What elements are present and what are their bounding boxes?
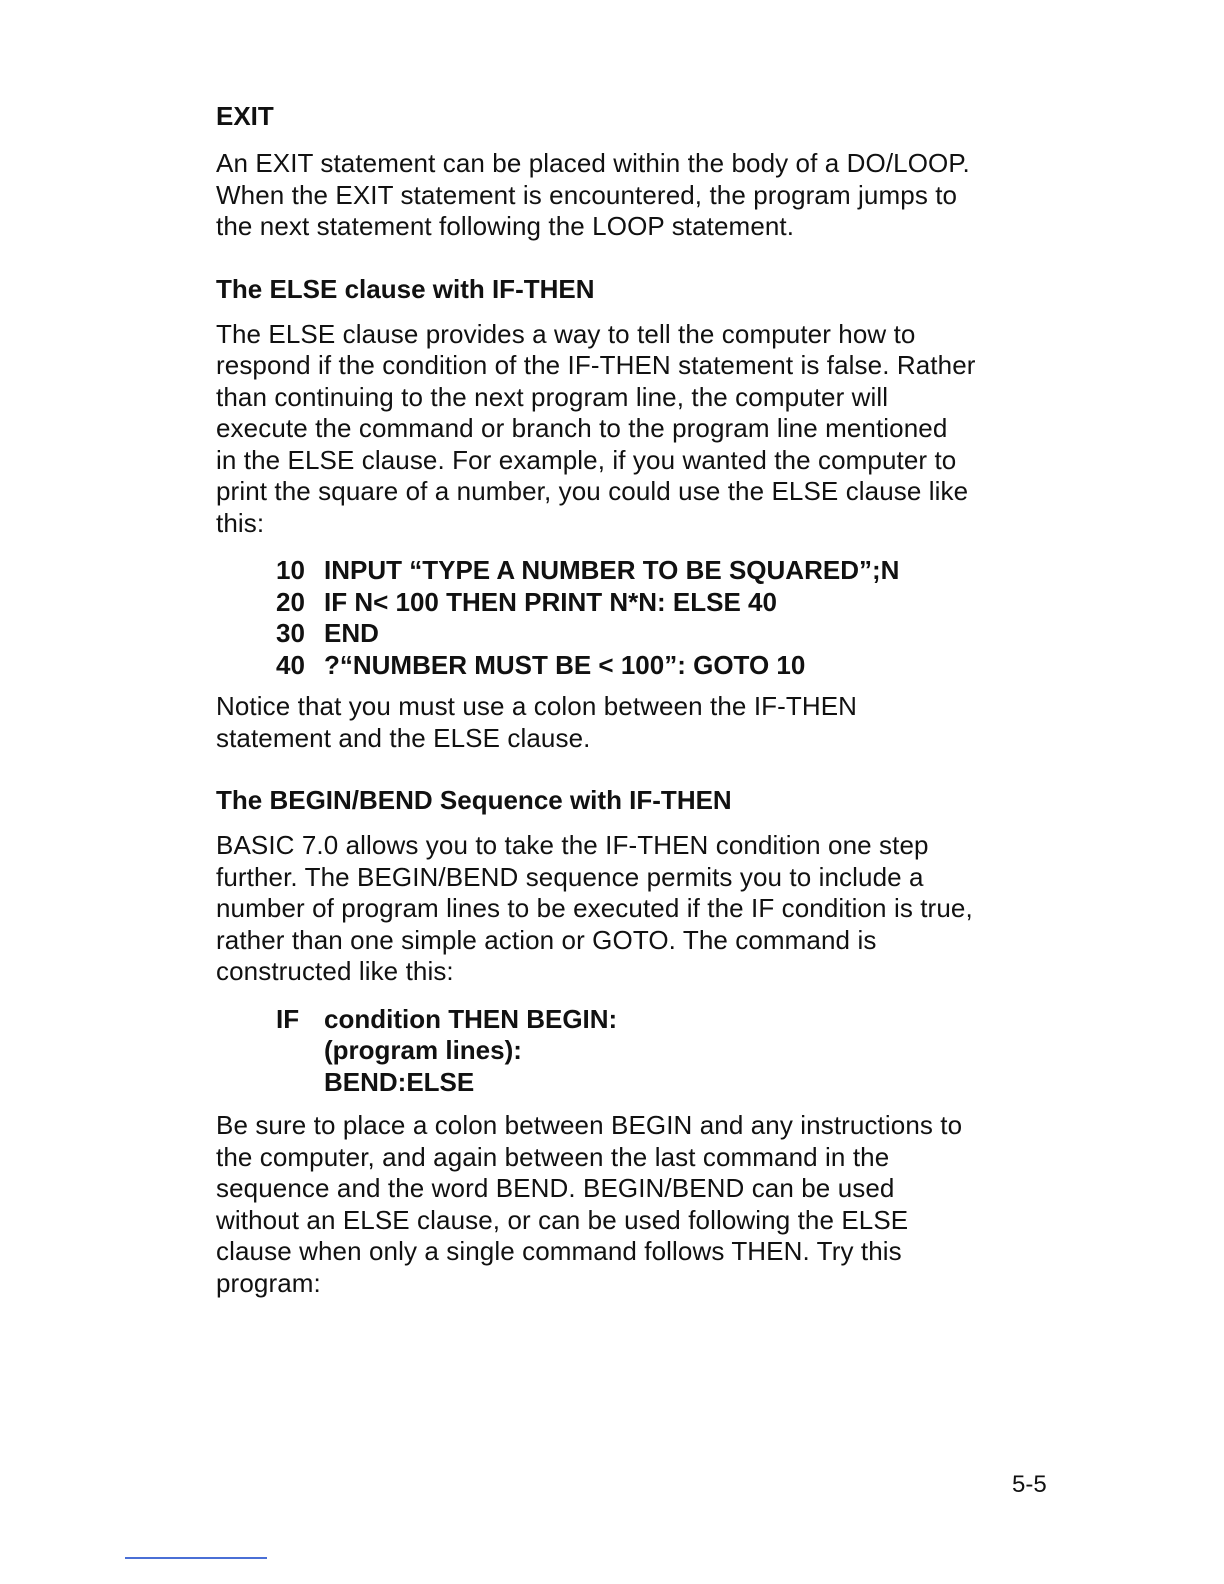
code-text: IF N< 100 THEN PRINT N*N: ELSE 40 — [324, 586, 777, 617]
text-line: the next statement following the LOOP statement. — [216, 211, 795, 241]
syntax-line — [276, 1004, 1066, 1036]
text-line: this: — [216, 507, 265, 538]
code-text: END — [324, 618, 379, 648]
syntax-text: BEND:ELSE — [324, 1066, 475, 1097]
text-line: than continuing to the next program line, the computer will — [216, 381, 889, 412]
code-line — [276, 587, 1066, 619]
code-line — [276, 555, 1066, 587]
scan-edge-divider — [125, 1557, 267, 1559]
text-line: The ELSE clause provides a way to tell the computer how to — [216, 318, 916, 349]
begin-bend-closing — [216, 1110, 1066, 1299]
text-line: constructed like this: — [216, 956, 454, 986]
line-number: 20 — [276, 586, 305, 617]
text-line: clause when only a single command follows THEN. Try this — [216, 1236, 902, 1266]
text-line: When the EXIT statement is encountered, the program jumps to — [216, 179, 958, 210]
exit-heading: EXIT — [216, 101, 274, 131]
text-line: further. The BEGIN/BEND sequence permits you to include a — [216, 861, 924, 892]
text-line: without an ELSE clause, or can be used following the ELSE — [216, 1204, 909, 1235]
line-number: 40 — [276, 649, 305, 680]
if-keyword: IF — [276, 1003, 300, 1034]
syntax-text: condition THEN BEGIN: — [324, 1003, 618, 1034]
syntax-line — [276, 1067, 1066, 1099]
text-line: program: — [216, 1267, 321, 1298]
line-number: 30 — [276, 618, 305, 648]
text-line: respond if the condition of the IF-THEN statement is false. Rather — [216, 350, 976, 380]
text-line: sequence and the word BEND. BEGIN/BEND can be used — [216, 1173, 895, 1203]
text-line: BASIC 7.0 allows you to take the IF-THEN condition one step — [216, 830, 929, 860]
page-number: 5-5 — [1012, 1471, 1047, 1498]
exit-paragraph — [216, 148, 1066, 243]
text-line: Be sure to place a colon between BEGIN and any instructions to — [216, 1110, 963, 1140]
text-line: statement and the ELSE clause. — [216, 722, 591, 753]
begin-bend-paragraph — [216, 830, 1066, 988]
document-page — [216, 96, 1066, 1299]
code-line — [276, 650, 1066, 682]
text-line: execute the command or branch to the program line mentioned — [216, 413, 948, 443]
text-line: Notice that you must use a colon between the IF-THEN — [216, 691, 858, 721]
code-text: INPUT “TYPE A NUMBER TO BE SQUARED”;N — [324, 555, 900, 585]
text-line: An EXIT statement can be placed within the body of a DO/LOOP. — [216, 148, 970, 178]
else-heading: The ELSE clause with IF-THEN — [216, 273, 595, 304]
text-line: the computer, and again between the last command in the — [216, 1141, 890, 1172]
syntax-line — [276, 1035, 1066, 1067]
code-text: ?“NUMBER MUST BE < 100”: GOTO 10 — [324, 649, 806, 680]
syntax-text: (program lines): — [324, 1035, 522, 1065]
text-line: number of program lines to be executed if the IF condition is true, — [216, 893, 973, 923]
else-code-listing — [216, 555, 1066, 681]
text-line: rather than one simple action or GOTO. The command is — [216, 924, 877, 955]
text-line: print the square of a number, you could use the ELSE clause like — [216, 476, 969, 506]
line-number: 10 — [276, 555, 305, 585]
else-paragraph — [216, 319, 1066, 540]
code-line — [276, 618, 1066, 650]
else-note — [216, 691, 1066, 754]
begin-bend-heading: The BEGIN/BEND Sequence with IF-THEN — [216, 785, 732, 815]
begin-bend-syntax — [216, 1004, 1066, 1099]
text-line: in the ELSE clause. For example, if you wanted the computer to — [216, 444, 957, 475]
